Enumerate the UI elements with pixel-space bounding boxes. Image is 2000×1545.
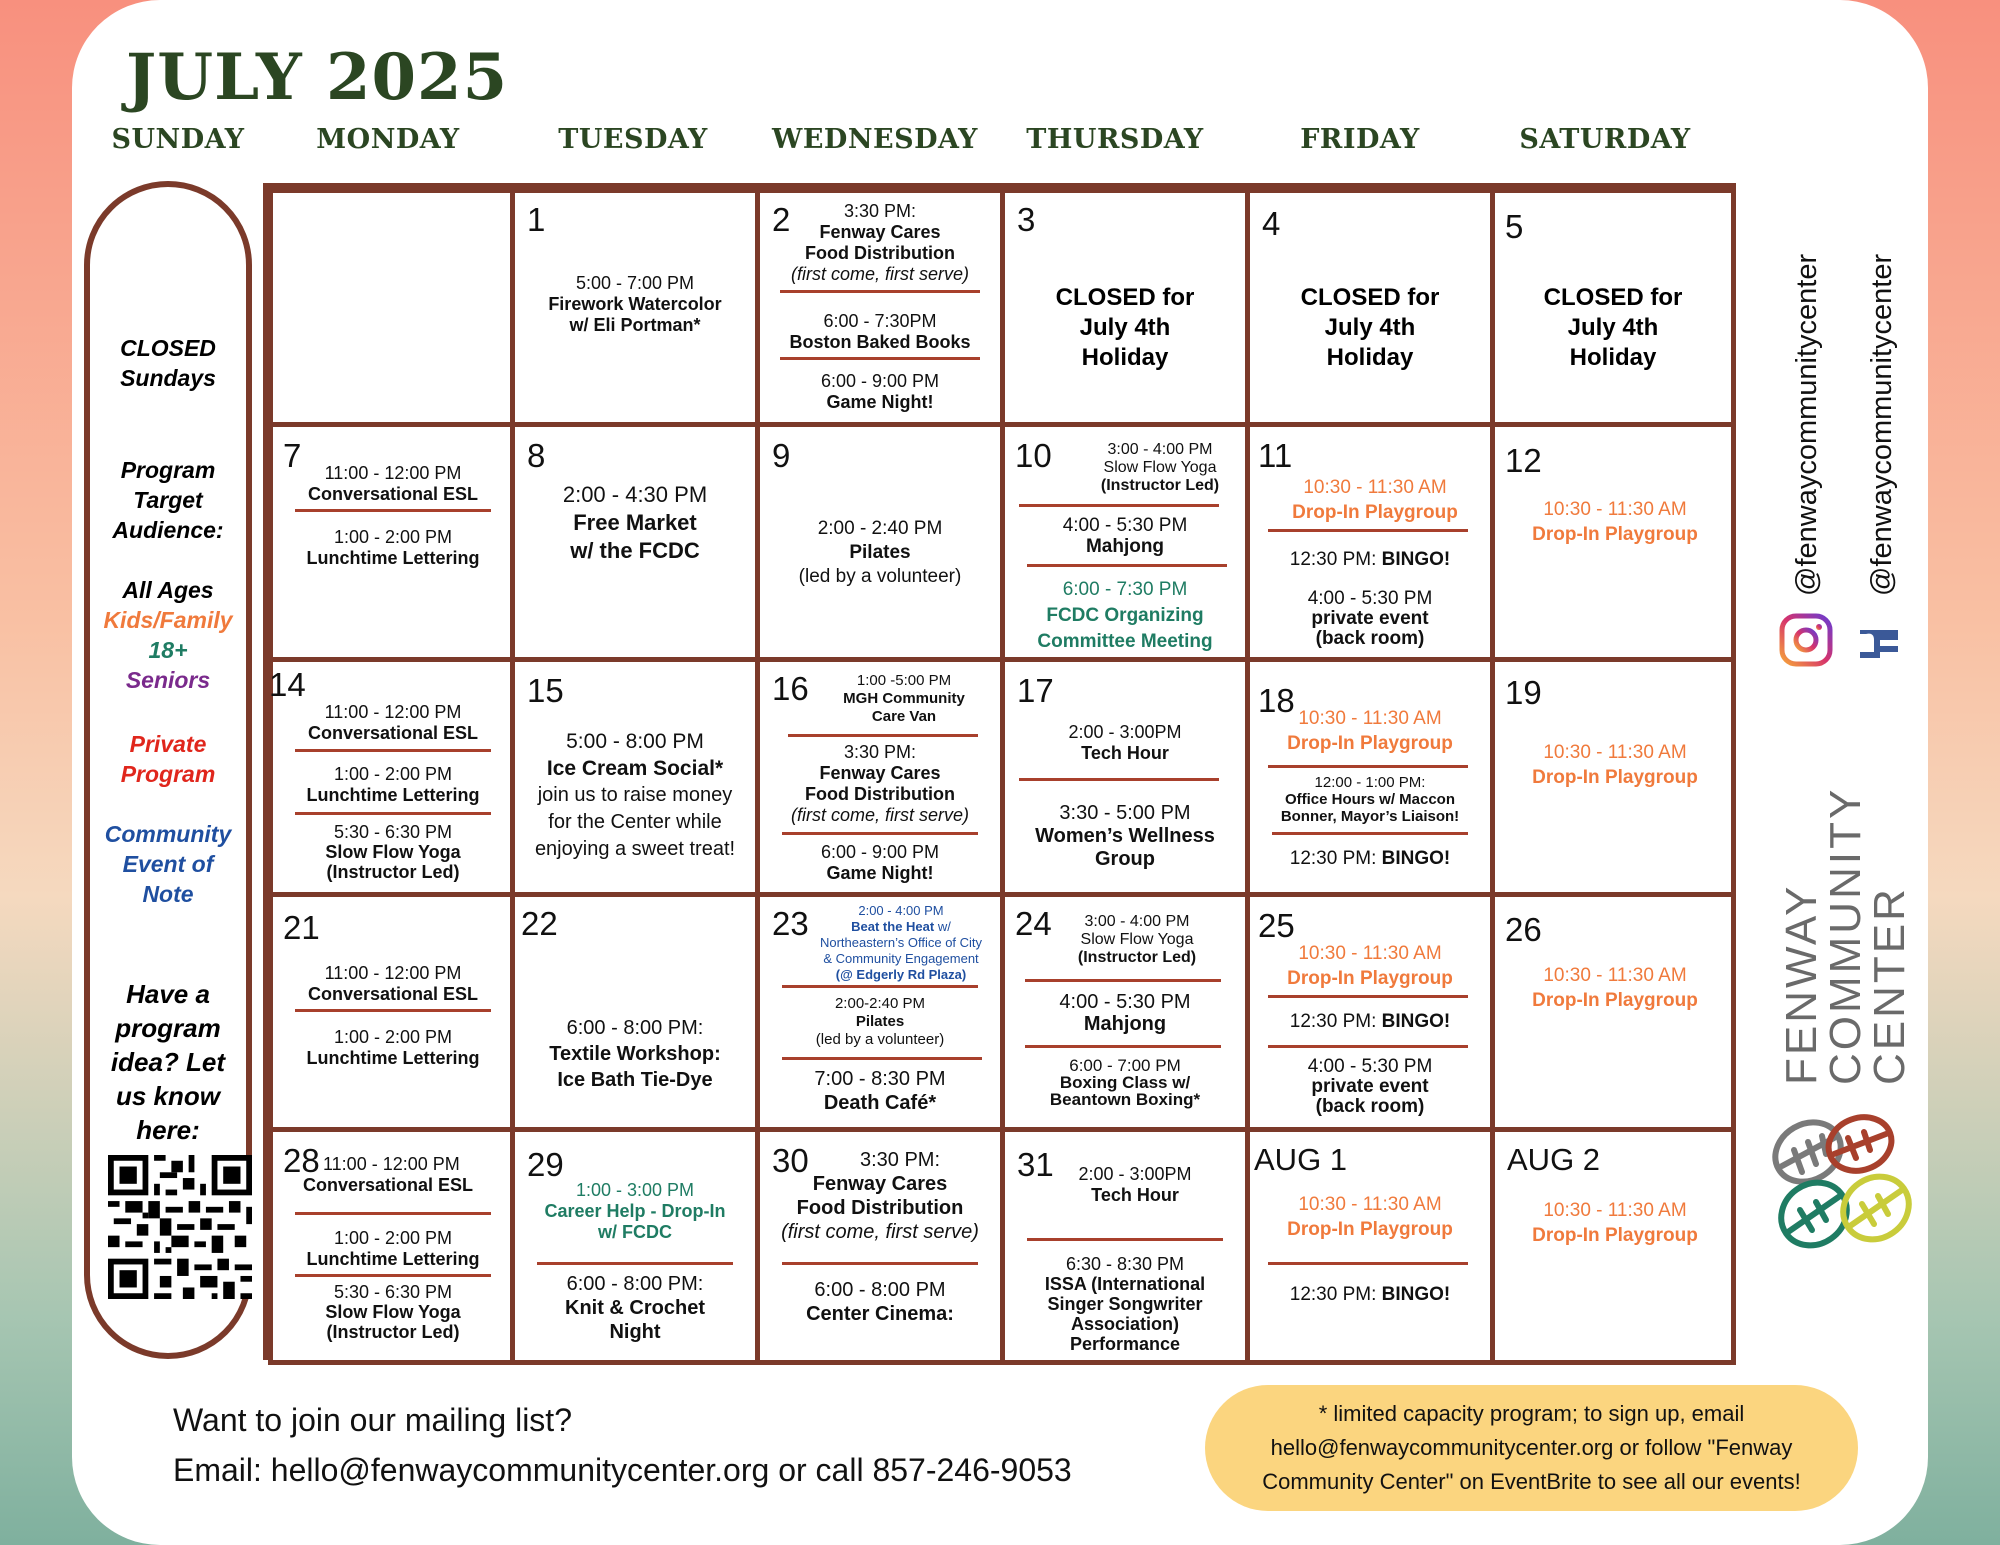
contact-line: Email: hello@fenwaycommunitycenter.org or call 857-246-9053 (173, 1452, 1072, 1488)
day-number: 31 (1017, 1146, 1054, 1183)
brand-wordmark: FENWAY COMMUNITY CENTER (1777, 786, 1914, 1085)
day-number: 17 (1017, 672, 1054, 709)
closed-holiday-notice: CLOSED for July 4th Holiday (1543, 284, 1683, 371)
event-office-hours: 12:00 - 1:00 PM: Office Hours w/ Maccon Bonner, Mayor’s Liaison! (1280, 774, 1460, 825)
day-number: 28 (283, 1142, 320, 1179)
event-separator (295, 509, 491, 512)
event-separator (1025, 979, 1221, 982)
event-career-help: 1:00 - 3:00 PM Career Help - Drop-In w/ FCDC (544, 1180, 726, 1242)
calendar-cell-day-2 (755, 188, 1005, 427)
event-separator (1025, 1045, 1221, 1048)
day-number: AUG 2 (1507, 1142, 1601, 1177)
calendar-cell-day-8 (510, 422, 760, 662)
calendar-cell-day-5 (1490, 188, 1736, 427)
event-separator (782, 985, 978, 988)
event-game-night: 6:00 - 9:00 PM Game Night! (820, 842, 940, 883)
day-header-sunday: SUNDAY (111, 124, 245, 155)
calendar-cell-empty (268, 188, 515, 427)
event-slow-flow-yoga: 5:30 - 6:30 PM Slow Flow Yoga (Instructor Led) (325, 822, 461, 882)
calendar-cell-day-14 (268, 657, 515, 897)
event-separator (295, 749, 491, 752)
audience-legend (90, 575, 246, 695)
fenway-leaf-logo (1764, 1110, 1924, 1262)
closed-sundays: CLOSED Sundays (120, 335, 216, 391)
day-number: 19 (1505, 674, 1542, 711)
day-number: 3 (1017, 201, 1036, 238)
event-separator (780, 357, 980, 360)
day-number: 18 (1258, 682, 1295, 719)
event-womens-wellness-group: 3:30 - 5:00 PM Women’s Wellness Group (1035, 802, 1215, 870)
closed-holiday-notice: CLOSED for July 4th Holiday (1055, 284, 1195, 371)
event-separator (782, 1057, 982, 1060)
event-boxing-class: 6:00 - 7:00 PM Boxing Class w/ Beantown Boxing* (1049, 1056, 1201, 1109)
legend-private-program: Private Program (120, 731, 216, 787)
event-drop-in-playgroup: 10:30 - 11:30 AM Drop-In Playgroup (1532, 742, 1698, 788)
event-drop-in-playgroup: 10:30 - 11:30 AM Drop-In Playgroup (1532, 1200, 1698, 1246)
day-number: 24 (1015, 905, 1052, 942)
calendar-cell-aug-2 (1490, 1127, 1736, 1365)
calendar-cell-day-23 (755, 892, 1005, 1132)
event-pilates: 2:00-2:40 PM Pilates (led by a volunteer) (815, 995, 945, 1048)
event-bingo: 12:30 PM: BINGO! (1289, 848, 1451, 869)
closed-holiday-notice: CLOSED for July 4th Holiday (1300, 284, 1440, 371)
calendar-cell-day-7 (268, 422, 515, 662)
day-number: 23 (772, 905, 809, 942)
event-mgh-care-van: 1:00 -5:00 PM MGH Community Care Van (843, 672, 965, 725)
event-ice-cream-social: 5:00 - 8:00 PM Ice Cream Social* join us to raise money for the Center while enjoying a sweet treat! (534, 730, 736, 860)
event-drop-in-playgroup: 10:30 - 11:30 AM Drop-In Playgroup (1532, 499, 1698, 545)
calendar-cell-day-10 (1000, 422, 1250, 662)
event-drop-in-playgroup: 10:30 - 11:30 AM Drop-In Playgroup (1287, 1194, 1453, 1240)
event-fenway-cares: 3:30 PM: Fenway Cares Food Distribution (first come, first serve) (790, 742, 969, 825)
event-mahjong: 4:00 - 5:30 PM Mahjong (1059, 991, 1191, 1035)
calendar-cell-day-19 (1490, 657, 1736, 897)
event-firework-watercolor: 5:00 - 7:00 PM Firework Watercolor w/ Eli Portman* (548, 273, 722, 335)
instagram-icon[interactable] (1778, 612, 1834, 668)
calendar-cell-day-30 (755, 1127, 1005, 1365)
event-conversational-esl: 11:00 - 12:00 PM Conversational ESL (307, 702, 479, 743)
calendar-cell-day-22 (510, 892, 760, 1132)
facebook-icon[interactable] (1858, 622, 1898, 658)
event-separator (1027, 1238, 1223, 1241)
event-boston-baked-books: 6:00 - 7:30PM Boston Baked Books (789, 311, 971, 352)
event-conversational-esl: 11:00 - 12:00 PM Conversational ESL (307, 963, 479, 1004)
calendar-cell-day-1 (510, 188, 760, 427)
calendar-cell-day-24 (1000, 892, 1250, 1132)
event-tech-hour: 2:00 - 3:00PM Tech Hour (1078, 1164, 1192, 1205)
event-death-cafe: 7:00 - 8:30 PM Death Café* (814, 1068, 946, 1114)
event-slow-flow-yoga: 3:00 - 4:00 PM Slow Flow Yoga (Instructor Led) (1100, 441, 1220, 494)
legend-all-ages: All Ages (122, 577, 214, 603)
page-title: JULY 2025 (126, 40, 509, 115)
event-separator (1268, 529, 1468, 532)
event-bingo: 12:30 PM: BINGO! (1289, 1011, 1451, 1032)
calendar-cell-day-17 (1000, 657, 1250, 897)
event-separator (1019, 778, 1219, 781)
day-number: 21 (283, 909, 320, 946)
calendar-cell-day-3 (1000, 188, 1250, 427)
limited-capacity-note: * limited capacity program; to sign up, email hello@fenwaycommunitycenter.org or follow "Fenway Community Center" on EventBrite to see all our events! (1205, 1385, 1858, 1511)
event-mahjong: 4:00 - 5:30 PM Mahjong (1062, 515, 1188, 557)
event-slow-flow-yoga: 5:30 - 6:30 PM Slow Flow Yoga (Instructor Led) (325, 1282, 461, 1342)
event-knit-crochet-night: 6:00 - 8:00 PM: Knit & Crochet Night (565, 1273, 705, 1343)
program-idea-prompt: Have a program idea? Let us know here: (110, 979, 226, 1145)
day-number: 1 (527, 201, 546, 238)
event-fcdc-organizing-committee: 6:00 - 7:30 PM FCDC Organizing Committee Meeting (1037, 579, 1213, 652)
day-number: 11 (1258, 437, 1293, 474)
day-number: 16 (772, 670, 809, 707)
event-drop-in-playgroup: 10:30 - 11:30 AM Drop-In Playgroup (1292, 477, 1458, 523)
calendar-cell-day-25 (1245, 892, 1495, 1132)
calendar-cell-day-26 (1490, 892, 1736, 1132)
event-pilates: 2:00 - 2:40 PM Pilates (led by a volunteer) (798, 518, 962, 587)
calendar-cell-day-11 (1245, 422, 1495, 662)
event-conversational-esl: 11:00 - 12:00 PM Conversational ESL (303, 1154, 474, 1195)
event-drop-in-playgroup: 10:30 - 11:30 AM Drop-In Playgroup (1532, 965, 1698, 1011)
sunday-legend (84, 181, 252, 1359)
event-private-event: 4:00 - 5:30 PM private event (back room) (1307, 1056, 1433, 1117)
day-header-friday: FRIDAY (1300, 124, 1420, 155)
event-conversational-esl: 11:00 - 12:00 PM Conversational ESL (307, 463, 479, 504)
legend-adults: 18+ (148, 637, 188, 663)
audience-heading: Program Target Audience: (112, 457, 224, 543)
legend-community-event: Community Event of Note (104, 821, 232, 907)
event-lunchtime-lettering: 1:00 - 2:00 PM Lunchtime Lettering (306, 1228, 480, 1269)
day-number: 7 (283, 437, 302, 474)
event-separator (782, 832, 978, 835)
legend-seniors: Seniors (125, 667, 211, 693)
calendar-cell-day-16 (755, 657, 1005, 897)
day-number: 14 (269, 666, 306, 703)
event-bingo: 12:30 PM: BINGO! (1289, 549, 1451, 570)
day-header-saturday: SATURDAY (1519, 124, 1691, 155)
day-number: 9 (772, 437, 791, 474)
day-number: 30 (772, 1142, 809, 1179)
event-beat-the-heat: 2:00 - 4:00 PM Beat the Heat w/ Northeastern’s Office of City & Community Engagement (@ Edgerly Rd Plaza) (819, 903, 983, 982)
event-separator (1268, 765, 1468, 768)
event-private-event: 4:00 - 5:30 PM private event (back room) (1307, 588, 1433, 649)
event-separator (1268, 995, 1468, 998)
event-lunchtime-lettering: 1:00 - 2:00 PM Lunchtime Lettering (306, 1027, 480, 1068)
legend-kids-family: Kids/Family (103, 607, 233, 633)
qr-code[interactable] (108, 1155, 252, 1299)
event-lunchtime-lettering: 1:00 - 2:00 PM Lunchtime Lettering (306, 764, 480, 805)
event-separator (295, 1212, 491, 1215)
day-number: 10 (1015, 437, 1052, 474)
event-separator (782, 1262, 978, 1265)
event-separator (1027, 564, 1227, 567)
calendar-cell-day-21 (268, 892, 515, 1132)
day-header-tuesday: TUESDAY (558, 124, 708, 155)
calendar-cell-day-4 (1245, 188, 1495, 427)
day-number: 29 (527, 1146, 564, 1183)
day-number: AUG 1 (1254, 1142, 1348, 1177)
calendar-cell-day-12 (1490, 422, 1736, 662)
day-number: 26 (1505, 911, 1542, 948)
event-lunchtime-lettering: 1:00 - 2:00 PM Lunchtime Lettering (306, 527, 480, 568)
event-game-night: 6:00 - 9:00 PM Game Night! (820, 371, 940, 412)
calendar-cell-day-15 (510, 657, 760, 897)
day-number: 15 (527, 672, 564, 709)
event-bingo: 12:30 PM: BINGO! (1289, 1284, 1451, 1305)
event-textile-workshop: 6:00 - 8:00 PM: Textile Workshop: Ice Bath Tie-Dye (549, 1017, 721, 1091)
event-separator (295, 1009, 491, 1012)
calendar-cell-day-9 (755, 422, 1005, 662)
day-number: 5 (1505, 208, 1524, 245)
event-center-cinema: 6:00 - 8:00 PM Center Cinema: (806, 1279, 954, 1325)
day-number: 22 (521, 905, 558, 942)
event-separator (537, 1262, 733, 1265)
day-number: 2 (772, 201, 791, 238)
event-free-market: 2:00 - 4:30 PM Free Market w/ the FCDC (562, 482, 708, 563)
event-separator (1272, 832, 1468, 835)
event-drop-in-playgroup: 10:30 - 11:30 AM Drop-In Playgroup (1287, 708, 1453, 754)
calendar-cell-day-31 (1000, 1127, 1250, 1365)
event-drop-in-playgroup: 10:30 - 11:30 AM Drop-In Playgroup (1287, 943, 1453, 989)
day-header-wednesday: WEDNESDAY (772, 124, 978, 155)
day-header-monday: MONDAY (316, 124, 460, 155)
instagram-handle[interactable]: @fenwaycommunitycenter (1791, 253, 1823, 596)
event-slow-flow-yoga: 3:00 - 4:00 PM Slow Flow Yoga (Instructor Led) (1077, 913, 1197, 966)
event-separator (780, 290, 980, 293)
calendar-cell-day-18 (1245, 657, 1495, 897)
day-number: 4 (1262, 205, 1281, 242)
event-tech-hour: 2:00 - 3:00PM Tech Hour (1068, 722, 1182, 763)
calendar-cell-day-28 (268, 1127, 515, 1365)
event-fenway-cares: 3:30 PM: Fenway Cares Food Distribution (first come, first serve) (790, 201, 969, 284)
event-separator (788, 734, 978, 737)
day-header-thursday: THURSDAY (1026, 124, 1204, 155)
day-number: 8 (527, 437, 546, 474)
day-number: 12 (1505, 442, 1542, 479)
calendar-cell-aug-1 (1245, 1127, 1495, 1365)
mailing-list-prompt: Want to join our mailing list? (173, 1402, 572, 1438)
calendar-cell-day-29 (510, 1127, 760, 1365)
event-separator (295, 1274, 491, 1277)
event-separator (1268, 1045, 1468, 1048)
event-separator (1019, 504, 1219, 507)
event-separator (1268, 1262, 1468, 1265)
event-separator (295, 812, 491, 815)
facebook-handle[interactable]: @fenwaycommunitycenter (1866, 253, 1898, 596)
event-issa-performance: 6:30 - 8:30 PM ISSA (International Singer Songwriter Association) Performance (1044, 1254, 1206, 1354)
calendar-grid (263, 183, 1736, 1360)
day-number: 25 (1258, 907, 1295, 944)
event-fenway-cares: 3:30 PM: Fenway Cares Food Distribution (first come, first serve) (781, 1149, 979, 1243)
